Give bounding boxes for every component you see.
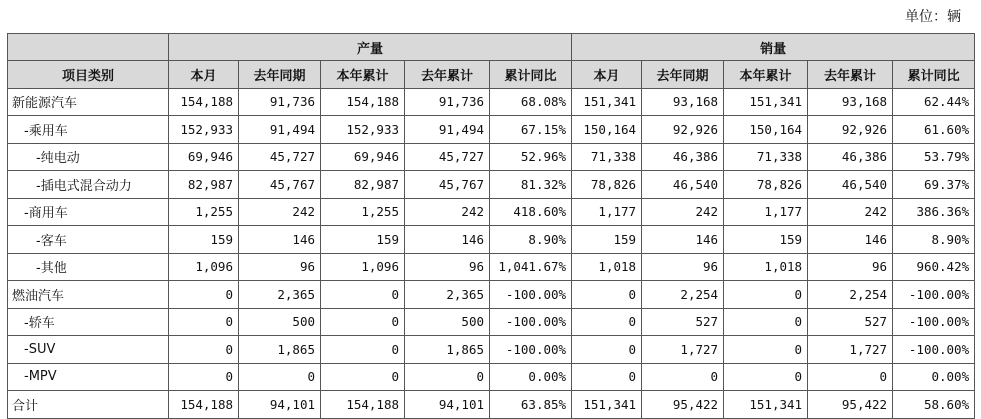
table-row [8, 198, 975, 226]
table-row [8, 88, 975, 116]
table-cell: 150,164 [572, 116, 642, 144]
table-cell: 82,987 [169, 171, 239, 199]
table-cell: 92,926 [642, 116, 724, 144]
table-cell: 0 [724, 336, 808, 364]
table-cell: 0 [321, 336, 405, 364]
table-cell: 95,422 [808, 391, 893, 419]
table-cell: 0.00% [893, 363, 975, 391]
table-cell: 146 [405, 226, 490, 254]
table-cell: -100.00% [893, 336, 975, 364]
table-cell: 1,727 [642, 336, 724, 364]
table-cell: 0 [572, 281, 642, 309]
table-cell: 46,386 [642, 143, 724, 171]
table-cell: 63.85% [490, 391, 572, 419]
table-cell: 242 [808, 198, 893, 226]
table-cell: 93,168 [642, 88, 724, 116]
table-cell: 0 [321, 281, 405, 309]
row-label: 合计 [8, 391, 169, 419]
table-cell: 68.08% [490, 88, 572, 116]
table-cell: 8.90% [490, 226, 572, 254]
table-cell: 91,736 [239, 88, 321, 116]
header-sales: 销量 [572, 34, 975, 61]
table-cell: 146 [642, 226, 724, 254]
row-label: -插电式混合动力 [8, 171, 169, 199]
table-cell: 94,101 [239, 391, 321, 419]
row-label: 燃油汽车 [8, 281, 169, 309]
table-cell: -100.00% [893, 281, 975, 309]
table-cell: 81.32% [490, 171, 572, 199]
table-row [8, 226, 975, 254]
table-cell: 96 [405, 253, 490, 281]
header-column: 去年同期 [642, 61, 724, 89]
header-item-category: 项目类别 [8, 61, 169, 89]
table-cell: 1,177 [572, 198, 642, 226]
table-cell: 58.60% [893, 391, 975, 419]
table-cell: 0 [169, 281, 239, 309]
table-cell: 78,826 [572, 171, 642, 199]
production-sales-table [7, 33, 975, 419]
table-cell: 0 [572, 336, 642, 364]
table-cell: 96 [239, 253, 321, 281]
table-cell: 82,987 [321, 171, 405, 199]
table-cell: -100.00% [490, 281, 572, 309]
table-cell: 418.60% [490, 198, 572, 226]
table-cell: 71,338 [724, 143, 808, 171]
unit-label: 单位：辆 [905, 9, 961, 25]
table-row [8, 143, 975, 171]
table-cell: 0 [169, 363, 239, 391]
table-cell: 1,255 [321, 198, 405, 226]
table-cell: 0 [169, 308, 239, 336]
table-cell: 0.00% [490, 363, 572, 391]
row-label: -轿车 [8, 308, 169, 336]
table-cell: 2,365 [239, 281, 321, 309]
table-cell: 0 [572, 363, 642, 391]
table-cell: 96 [808, 253, 893, 281]
header-column: 本年累计 [321, 61, 405, 89]
table-cell: 0 [572, 308, 642, 336]
table-body [8, 88, 975, 418]
table-cell: 500 [405, 308, 490, 336]
table-cell: 94,101 [405, 391, 490, 419]
table-cell: 0 [405, 363, 490, 391]
table-cell: -100.00% [490, 336, 572, 364]
row-label: -纯电动 [8, 143, 169, 171]
table-cell: 2,254 [808, 281, 893, 309]
table-cell: 159 [724, 226, 808, 254]
table-cell: 1,018 [724, 253, 808, 281]
table-row [8, 336, 975, 364]
table-cell: 78,826 [724, 171, 808, 199]
table-cell: 146 [808, 226, 893, 254]
table-row [8, 253, 975, 281]
table-cell: 95,422 [642, 391, 724, 419]
table-cell: 527 [642, 308, 724, 336]
table-row [8, 116, 975, 144]
header-column: 去年累计 [405, 61, 490, 89]
header-column: 本月 [572, 61, 642, 89]
table-cell: 159 [169, 226, 239, 254]
row-label: -客车 [8, 226, 169, 254]
table-cell: 45,727 [239, 143, 321, 171]
table-cell: 0 [321, 308, 405, 336]
table-cell: 0 [169, 336, 239, 364]
table-cell: 8.90% [893, 226, 975, 254]
header-production: 产量 [169, 34, 572, 61]
table-cell: 1,096 [321, 253, 405, 281]
table-cell: 242 [642, 198, 724, 226]
table-cell: 2,365 [405, 281, 490, 309]
table-row [8, 308, 975, 336]
table-cell: 152,933 [169, 116, 239, 144]
table-cell: 151,341 [572, 391, 642, 419]
header-column: 去年累计 [808, 61, 893, 89]
table-cell: 0 [642, 363, 724, 391]
table-cell: 1,177 [724, 198, 808, 226]
table-cell: 93,168 [808, 88, 893, 116]
table-cell: 146 [239, 226, 321, 254]
table-row [8, 281, 975, 309]
table-cell: 150,164 [724, 116, 808, 144]
header-blank-cell [8, 34, 169, 61]
table-row [8, 391, 975, 419]
header-column: 累计同比 [893, 61, 975, 89]
table-row [8, 171, 975, 199]
row-label: 新能源汽车 [8, 88, 169, 116]
table-cell: -100.00% [893, 308, 975, 336]
table-cell: 46,540 [808, 171, 893, 199]
table-cell: -100.00% [490, 308, 572, 336]
table-cell: 91,494 [239, 116, 321, 144]
table-row [8, 363, 975, 391]
table-cell: 151,341 [724, 391, 808, 419]
table-cell: 151,341 [724, 88, 808, 116]
header-column: 累计同比 [490, 61, 572, 89]
table-cell: 154,188 [321, 88, 405, 116]
row-label: -乘用车 [8, 116, 169, 144]
table-cell: 71,338 [572, 143, 642, 171]
table-cell: 0 [724, 281, 808, 309]
header-group-row [8, 34, 975, 61]
table-cell: 500 [239, 308, 321, 336]
table-cell: 46,540 [642, 171, 724, 199]
table-cell: 69.37% [893, 171, 975, 199]
table-cell: 154,188 [321, 391, 405, 419]
table-cell: 960.42% [893, 253, 975, 281]
table-cell: 45,727 [405, 143, 490, 171]
table-cell: 527 [808, 308, 893, 336]
table-cell: 0 [724, 308, 808, 336]
table-cell: 1,255 [169, 198, 239, 226]
table-cell: 151,341 [572, 88, 642, 116]
table-cell: 1,096 [169, 253, 239, 281]
table-cell: 1,018 [572, 253, 642, 281]
table-cell: 91,736 [405, 88, 490, 116]
table-cell: 62.44% [893, 88, 975, 116]
header-column: 去年同期 [239, 61, 321, 89]
table-cell: 1,727 [808, 336, 893, 364]
table-cell: 45,767 [239, 171, 321, 199]
table-cell: 154,188 [169, 391, 239, 419]
table-cell: 159 [572, 226, 642, 254]
table-cell: 0 [239, 363, 321, 391]
header-column: 本年累计 [724, 61, 808, 89]
table-cell: 0 [321, 363, 405, 391]
table-cell: 92,926 [808, 116, 893, 144]
table-cell: 0 [808, 363, 893, 391]
table-cell: 69,946 [321, 143, 405, 171]
header-column: 本月 [169, 61, 239, 89]
header-columns-row [8, 61, 975, 89]
table-cell: 2,254 [642, 281, 724, 309]
table-cell: 53.79% [893, 143, 975, 171]
table-cell: 52.96% [490, 143, 572, 171]
table-cell: 67.15% [490, 116, 572, 144]
table-cell: 91,494 [405, 116, 490, 144]
table-cell: 386.36% [893, 198, 975, 226]
table-cell: 159 [321, 226, 405, 254]
table-cell: 242 [405, 198, 490, 226]
table-cell: 46,386 [808, 143, 893, 171]
table-cell: 152,933 [321, 116, 405, 144]
table-cell: 242 [239, 198, 321, 226]
table-cell: 69,946 [169, 143, 239, 171]
row-label: -其他 [8, 253, 169, 281]
table-cell: 96 [642, 253, 724, 281]
table-cell: 1,865 [239, 336, 321, 364]
table-cell: 45,767 [405, 171, 490, 199]
table-cell: 1,041.67% [490, 253, 572, 281]
row-label: -MPV [8, 363, 169, 391]
table-cell: 0 [724, 363, 808, 391]
table-cell: 1,865 [405, 336, 490, 364]
row-label: -SUV [8, 336, 169, 364]
row-label: -商用车 [8, 198, 169, 226]
table-cell: 154,188 [169, 88, 239, 116]
table-cell: 61.60% [893, 116, 975, 144]
